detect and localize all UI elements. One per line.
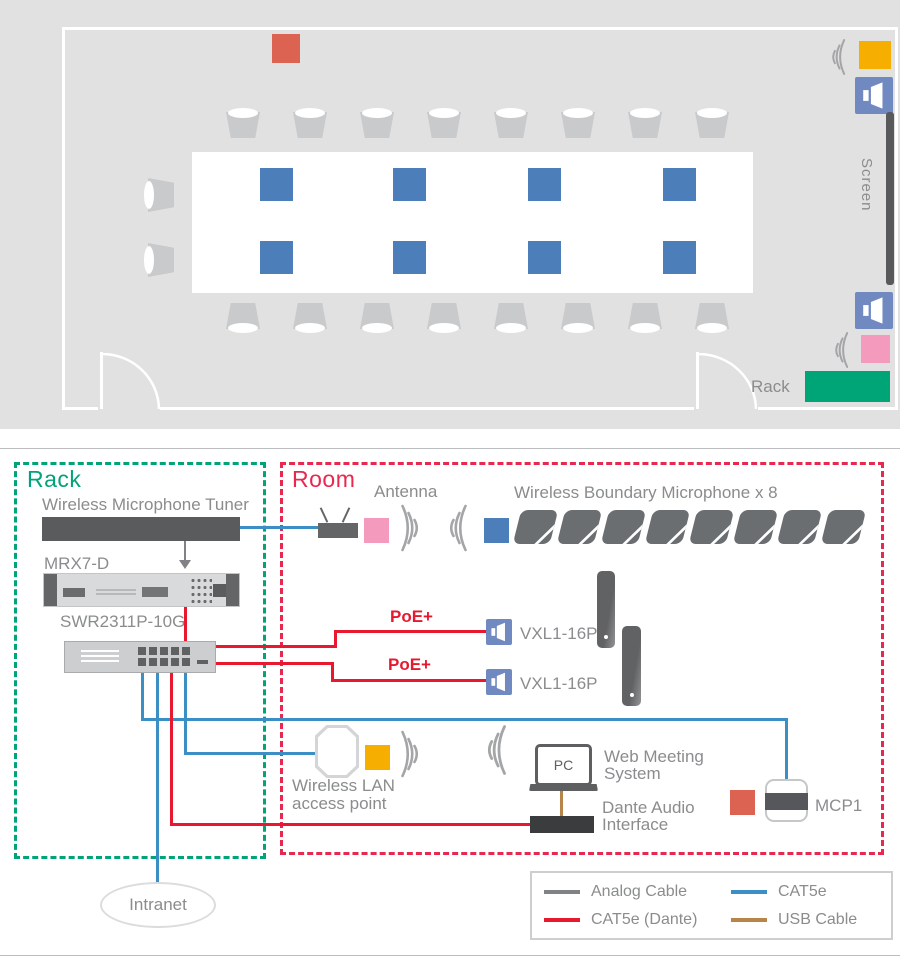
- legend-swatch-usb: [731, 918, 767, 922]
- cable-dante-switch-interface: [170, 823, 534, 826]
- legend-label-usb: USB Cable: [778, 910, 858, 928]
- vxl-column-speaker: [622, 626, 641, 706]
- cable-dante-poe2: [216, 662, 334, 665]
- mrx7d-unit: [43, 573, 240, 607]
- cable-cat5e-switch-ap: [184, 752, 318, 755]
- screen-bar: [886, 112, 894, 285]
- pc-label: PC: [553, 757, 574, 773]
- legend-swatch-dante: [544, 918, 580, 922]
- mrx-panel: [142, 587, 168, 597]
- rack-ear: [44, 574, 57, 606]
- intranet-cloud: [100, 882, 216, 928]
- radio-waves-icon: [480, 722, 512, 778]
- chair: [293, 303, 327, 333]
- section-divider-top: [0, 448, 900, 449]
- section-divider-bottom: [0, 955, 900, 956]
- door-arc-left: [102, 353, 160, 410]
- vxl-label-1: VXL1-16P: [520, 624, 598, 643]
- cable-cat5e-switch-mcp1: [141, 718, 788, 721]
- switch-label: SWR2311P-10G: [60, 612, 186, 631]
- chair: [494, 303, 528, 333]
- vxl-column-speaker: [597, 571, 615, 648]
- boundary-mic-square: [393, 168, 426, 201]
- tuner-label: Wireless Microphone Tuner: [42, 495, 249, 514]
- boundary-mic-square: [528, 241, 561, 274]
- mrx-dots: [190, 577, 212, 605]
- switch-ports: [138, 658, 192, 666]
- legend-swatch-analog: [544, 890, 580, 894]
- mrx-vent: [96, 593, 136, 595]
- chair: [695, 303, 729, 333]
- chair: [144, 243, 174, 277]
- web-meeting-label-line1: Web Meeting: [604, 747, 704, 766]
- legend-swatch-cat5e: [731, 890, 767, 894]
- legend-item-usb: [731, 911, 891, 929]
- cable-analog-tuner-mrx: [184, 541, 186, 562]
- mcp1-label: MCP1: [815, 796, 863, 815]
- chair: [360, 303, 394, 333]
- boundary-mic-square: [663, 241, 696, 274]
- vxl-label-2: VXL1-16P: [520, 674, 598, 693]
- boundary-mic-square: [260, 241, 293, 274]
- legend-item-dante: [544, 911, 731, 929]
- chair: [695, 108, 729, 138]
- wlan-label-line2: access point: [292, 794, 387, 813]
- cable-cat5e-switch-intranet: [156, 672, 159, 884]
- boundary-mic-key-square: [484, 518, 509, 543]
- dante-label-line1: Dante Audio: [602, 798, 695, 817]
- cable-dante-poe1: [334, 630, 489, 633]
- mcp1-location-square: [272, 34, 300, 63]
- rack-group-title: Rack: [27, 466, 82, 492]
- laptop-base: [529, 784, 598, 791]
- mrx-vent: [96, 589, 136, 591]
- cable-dante-switch-interface: [170, 672, 173, 826]
- boundary-mic-square: [663, 168, 696, 201]
- legend-item-cat5e: [731, 883, 891, 901]
- cable-dante-poe1: [216, 645, 337, 648]
- mrx-display: [63, 588, 85, 597]
- legend-label-dante: CAT5e (Dante): [591, 910, 698, 928]
- speaker-icon: [486, 619, 512, 645]
- web-meeting-label-line2: System: [604, 764, 661, 783]
- rack-ear: [226, 574, 239, 606]
- wlan-location-square: [859, 41, 891, 69]
- chair: [427, 303, 461, 333]
- legend-label-analog: Analog Cable: [591, 882, 688, 900]
- switch-ports: [138, 647, 192, 655]
- door-arc-right: [698, 353, 757, 410]
- speaker-icon: [855, 77, 893, 114]
- switch-vent: [81, 660, 119, 662]
- cable-cat5e-switch-ap: [184, 672, 187, 755]
- cable-cat5e-switch-mcp1: [141, 672, 144, 721]
- speaker-icon: [486, 669, 512, 695]
- antenna-label: Antenna: [374, 482, 438, 501]
- chair: [226, 108, 260, 138]
- switch-vent: [81, 655, 119, 657]
- antenna-location-square: [861, 335, 890, 363]
- chair: [628, 303, 662, 333]
- laptop-icon: [535, 744, 592, 786]
- poe-label-2: PoE+: [388, 655, 431, 674]
- wireless-mic-tuner: [42, 517, 240, 541]
- rack-location-label: Rack: [751, 377, 790, 396]
- cable-usb-pc-interface: [560, 789, 563, 818]
- swr-switch-unit: [64, 641, 216, 673]
- access-point-face: [318, 728, 356, 775]
- chair: [427, 108, 461, 138]
- intranet-label: Intranet: [129, 895, 187, 914]
- radio-waves-icon: [824, 37, 852, 77]
- floor-plan: [0, 0, 900, 429]
- mrx-knob: [213, 584, 226, 597]
- chair: [628, 108, 662, 138]
- chair: [226, 303, 260, 333]
- chair: [494, 108, 528, 138]
- dante-audio-interface: [530, 816, 594, 833]
- chair: [293, 108, 327, 138]
- boundary-mic-label: Wireless Boundary Microphone x 8: [514, 483, 778, 502]
- antenna-icon: [318, 523, 358, 538]
- speaker-icon: [855, 292, 893, 329]
- legend-item-analog: [544, 883, 731, 901]
- radio-waves-icon: [827, 330, 855, 370]
- rack-location-rect: [805, 371, 890, 402]
- mrx-label: MRX7-D: [44, 554, 110, 573]
- cable-dante-poe2: [331, 679, 489, 682]
- boundary-mic-square: [528, 168, 561, 201]
- switch-uplink-port: [197, 660, 208, 664]
- boundary-mic-square: [260, 168, 293, 201]
- cable-cat5e-switch-mcp1: [785, 718, 788, 784]
- radio-waves-icon: [394, 728, 427, 780]
- arrow-head-icon: [179, 560, 191, 569]
- wlan-label-line1: Wireless LAN: [292, 776, 395, 795]
- mcp1-band: [765, 793, 808, 810]
- radio-waves-icon: [441, 502, 474, 554]
- boundary-mic-square: [393, 241, 426, 274]
- switch-vent: [81, 650, 119, 652]
- chair: [144, 178, 174, 212]
- legend-label-cat5e: CAT5e: [778, 882, 827, 900]
- screen-label: Screen: [858, 158, 875, 212]
- antenna-key-square: [364, 518, 389, 543]
- chair: [561, 303, 595, 333]
- access-point-icon: [315, 725, 359, 778]
- chair: [360, 108, 394, 138]
- wlan-key-square: [365, 745, 390, 770]
- radio-waves-icon: [394, 502, 427, 554]
- mcp1-icon: [765, 779, 808, 822]
- dante-label-line2: Interface: [602, 815, 669, 834]
- poe-label-1: PoE+: [390, 607, 433, 626]
- cable-cat5e-tuner-antenna: [240, 526, 318, 529]
- chair: [561, 108, 595, 138]
- room-group-title: Room: [292, 466, 356, 492]
- legend: [530, 871, 893, 940]
- mcp1-key-square: [730, 790, 755, 815]
